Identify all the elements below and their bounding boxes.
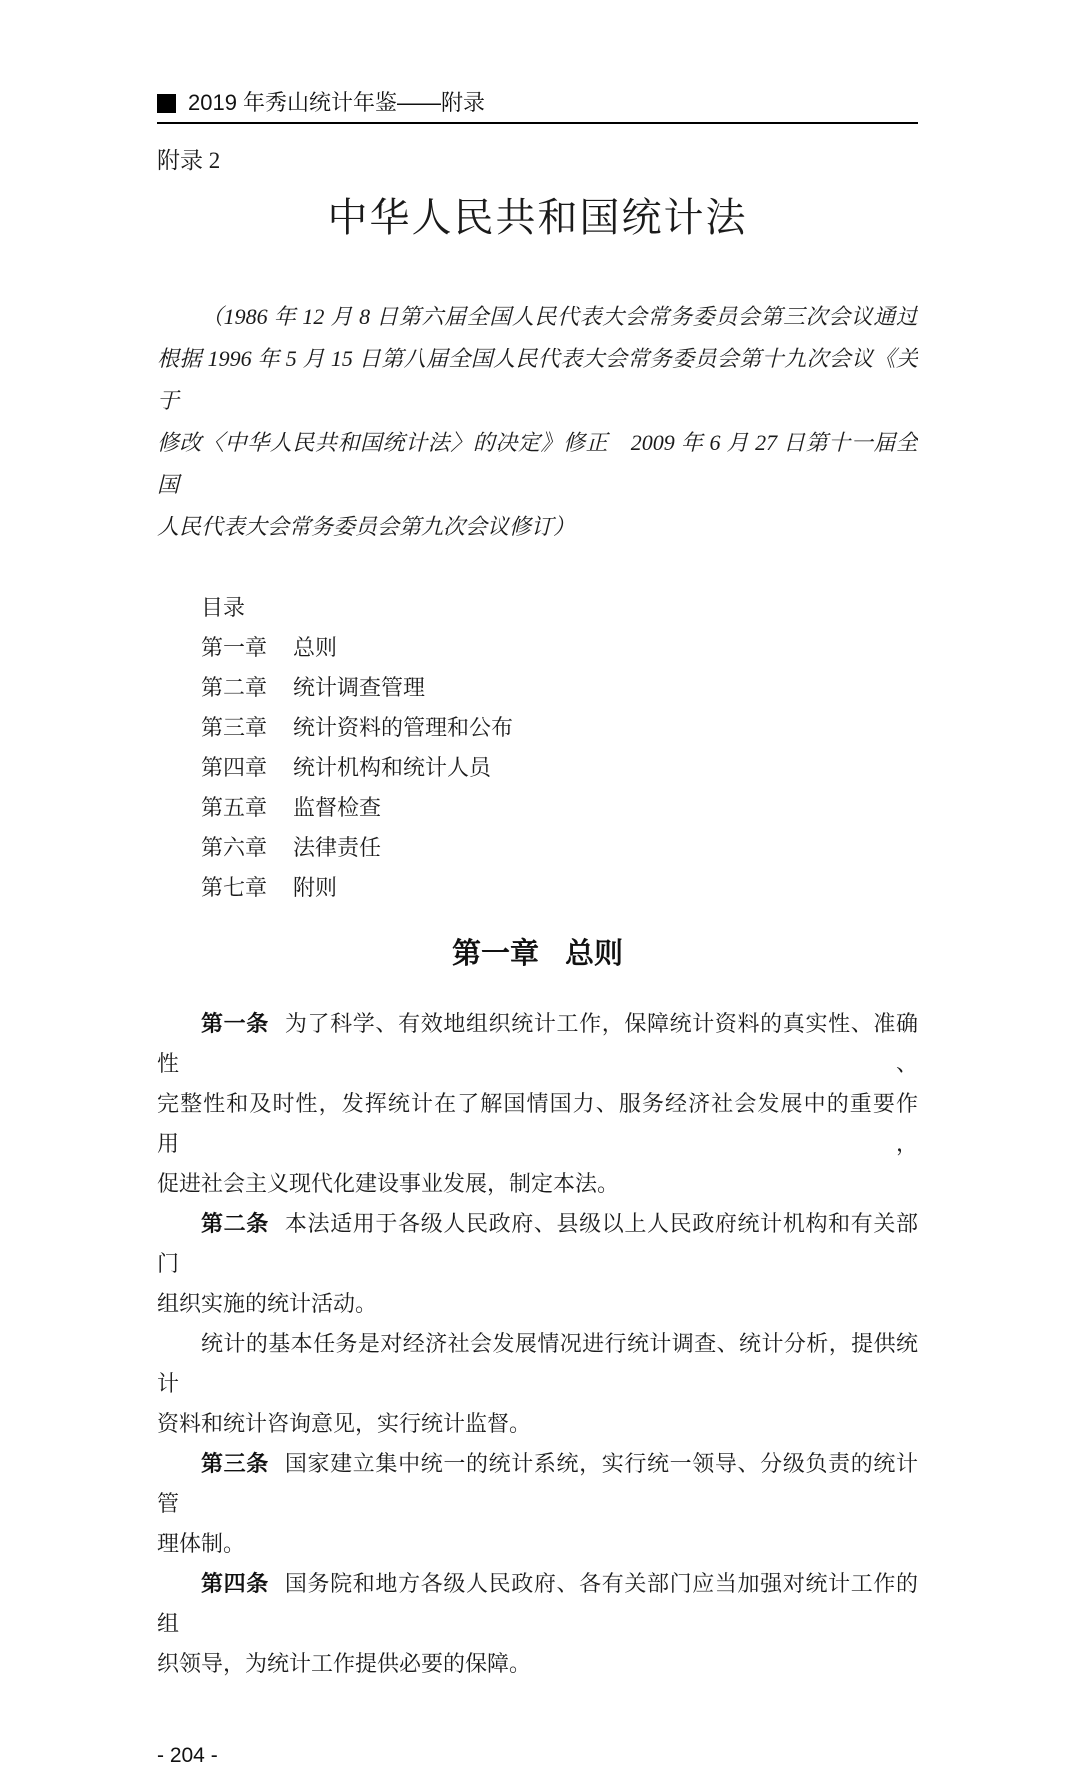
article-line: 第四条 国务院和地方各级人民政府、各有关部门应当加强对统计工作的组 [157, 1571, 918, 1636]
chapter-number: 第一章 [451, 938, 539, 970]
toc-item-5 [201, 788, 918, 828]
page-header [157, 90, 918, 124]
toc-chapter-number: 第四章 [201, 755, 268, 780]
page-number: - 204 - [157, 1744, 218, 1767]
toc-chapter-title: 统计机构和统计人员 [293, 755, 492, 780]
toc-chapter-number: 第三章 [201, 715, 268, 740]
article-line: 统计的基本任务是对经济社会发展情况进行统计调查、统计分析，提供统计 [157, 1331, 918, 1396]
article-line: 促进社会主义现代化建设事业发展，制定本法。 [157, 1171, 620, 1196]
article-1-label: 第一条 [201, 1011, 269, 1036]
article-line: 完整性和及时性，发挥统计在了解国情国力、服务经济社会发展中的重要作用， [157, 1091, 918, 1156]
toc-chapter-title: 法律责任 [293, 835, 382, 860]
article-4-label: 第四条 [201, 1571, 269, 1596]
header-square-icon [157, 94, 176, 113]
toc-chapter-number: 第七章 [201, 875, 268, 900]
law-articles [157, 1004, 918, 1684]
toc-item-6 [201, 828, 918, 868]
article-line: 织领导，为统计工作提供必要的保障。 [157, 1651, 532, 1676]
toc-item-7 [201, 868, 918, 908]
toc-item-2 [201, 668, 918, 708]
document-title: 中华人民共和国统计法 [327, 195, 748, 240]
toc-item-1 [201, 628, 918, 668]
toc-item-4 [201, 748, 918, 788]
article-2-paragraph-2 [157, 1324, 918, 1444]
toc-chapter-title: 统计资料的管理和公布 [293, 715, 514, 740]
article-3 [157, 1444, 918, 1564]
appendix-label: 附录 2 [157, 148, 221, 173]
toc-chapter-number: 第五章 [201, 795, 268, 820]
preamble-line: 修改〈中华人民共和国统计法〉的决定》修正 2009 年 6 月 27 日第十一届全国 [157, 430, 918, 497]
chapter-heading [157, 934, 918, 974]
toc-chapter-number: 第二章 [201, 675, 268, 700]
toc-chapter-title: 监督检查 [293, 795, 382, 820]
article-line: 组织实施的统计活动。 [157, 1291, 378, 1316]
article-line: 资料和统计咨询意见，实行统计监督。 [157, 1411, 532, 1436]
article-line: 第二条 本法适用于各级人民政府、县级以上人民政府统计机构和有关部门 [157, 1211, 918, 1276]
article-line: 第三条 国家建立集中统一的统计系统，实行统一领导、分级负责的统计管 [157, 1451, 918, 1516]
header-title: 2019 年秀山统计年鉴——附录 [188, 90, 486, 115]
article-line: 理体制。 [157, 1531, 246, 1556]
page-footer [157, 1742, 918, 1770]
toc-chapter-title: 统计调查管理 [293, 675, 426, 700]
toc-chapter-title: 附则 [293, 875, 338, 900]
preamble [157, 296, 918, 548]
preamble-line: （1986 年 12 月 8 日第六届全国人民代表大会常务委员会第三次会议通过 [201, 304, 918, 329]
article-3-label: 第三条 [201, 1451, 269, 1476]
article-4 [157, 1564, 918, 1684]
toc-chapter-number: 第六章 [201, 835, 268, 860]
toc-chapter-title: 总则 [293, 635, 338, 660]
chapter-title: 总则 [565, 938, 624, 970]
preamble-line: 根据 1996 年 5 月 15 日第八届全国人民代表大会常务委员会第十九次会议《关于 [157, 346, 918, 413]
preamble-line: 人民代表大会常务委员会第九次会议修订） [157, 514, 576, 539]
article-2 [157, 1204, 918, 1324]
article-2-label: 第二条 [201, 1211, 269, 1236]
table-of-contents [157, 588, 918, 908]
toc-heading: 目录 [201, 595, 246, 620]
toc-chapter-number: 第一章 [201, 635, 268, 660]
article-1 [157, 1004, 918, 1204]
toc-item-3 [201, 708, 918, 748]
article-line: 第一条 为了科学、有效地组织统计工作，保障统计资料的真实性、准确性、 [157, 1011, 918, 1076]
